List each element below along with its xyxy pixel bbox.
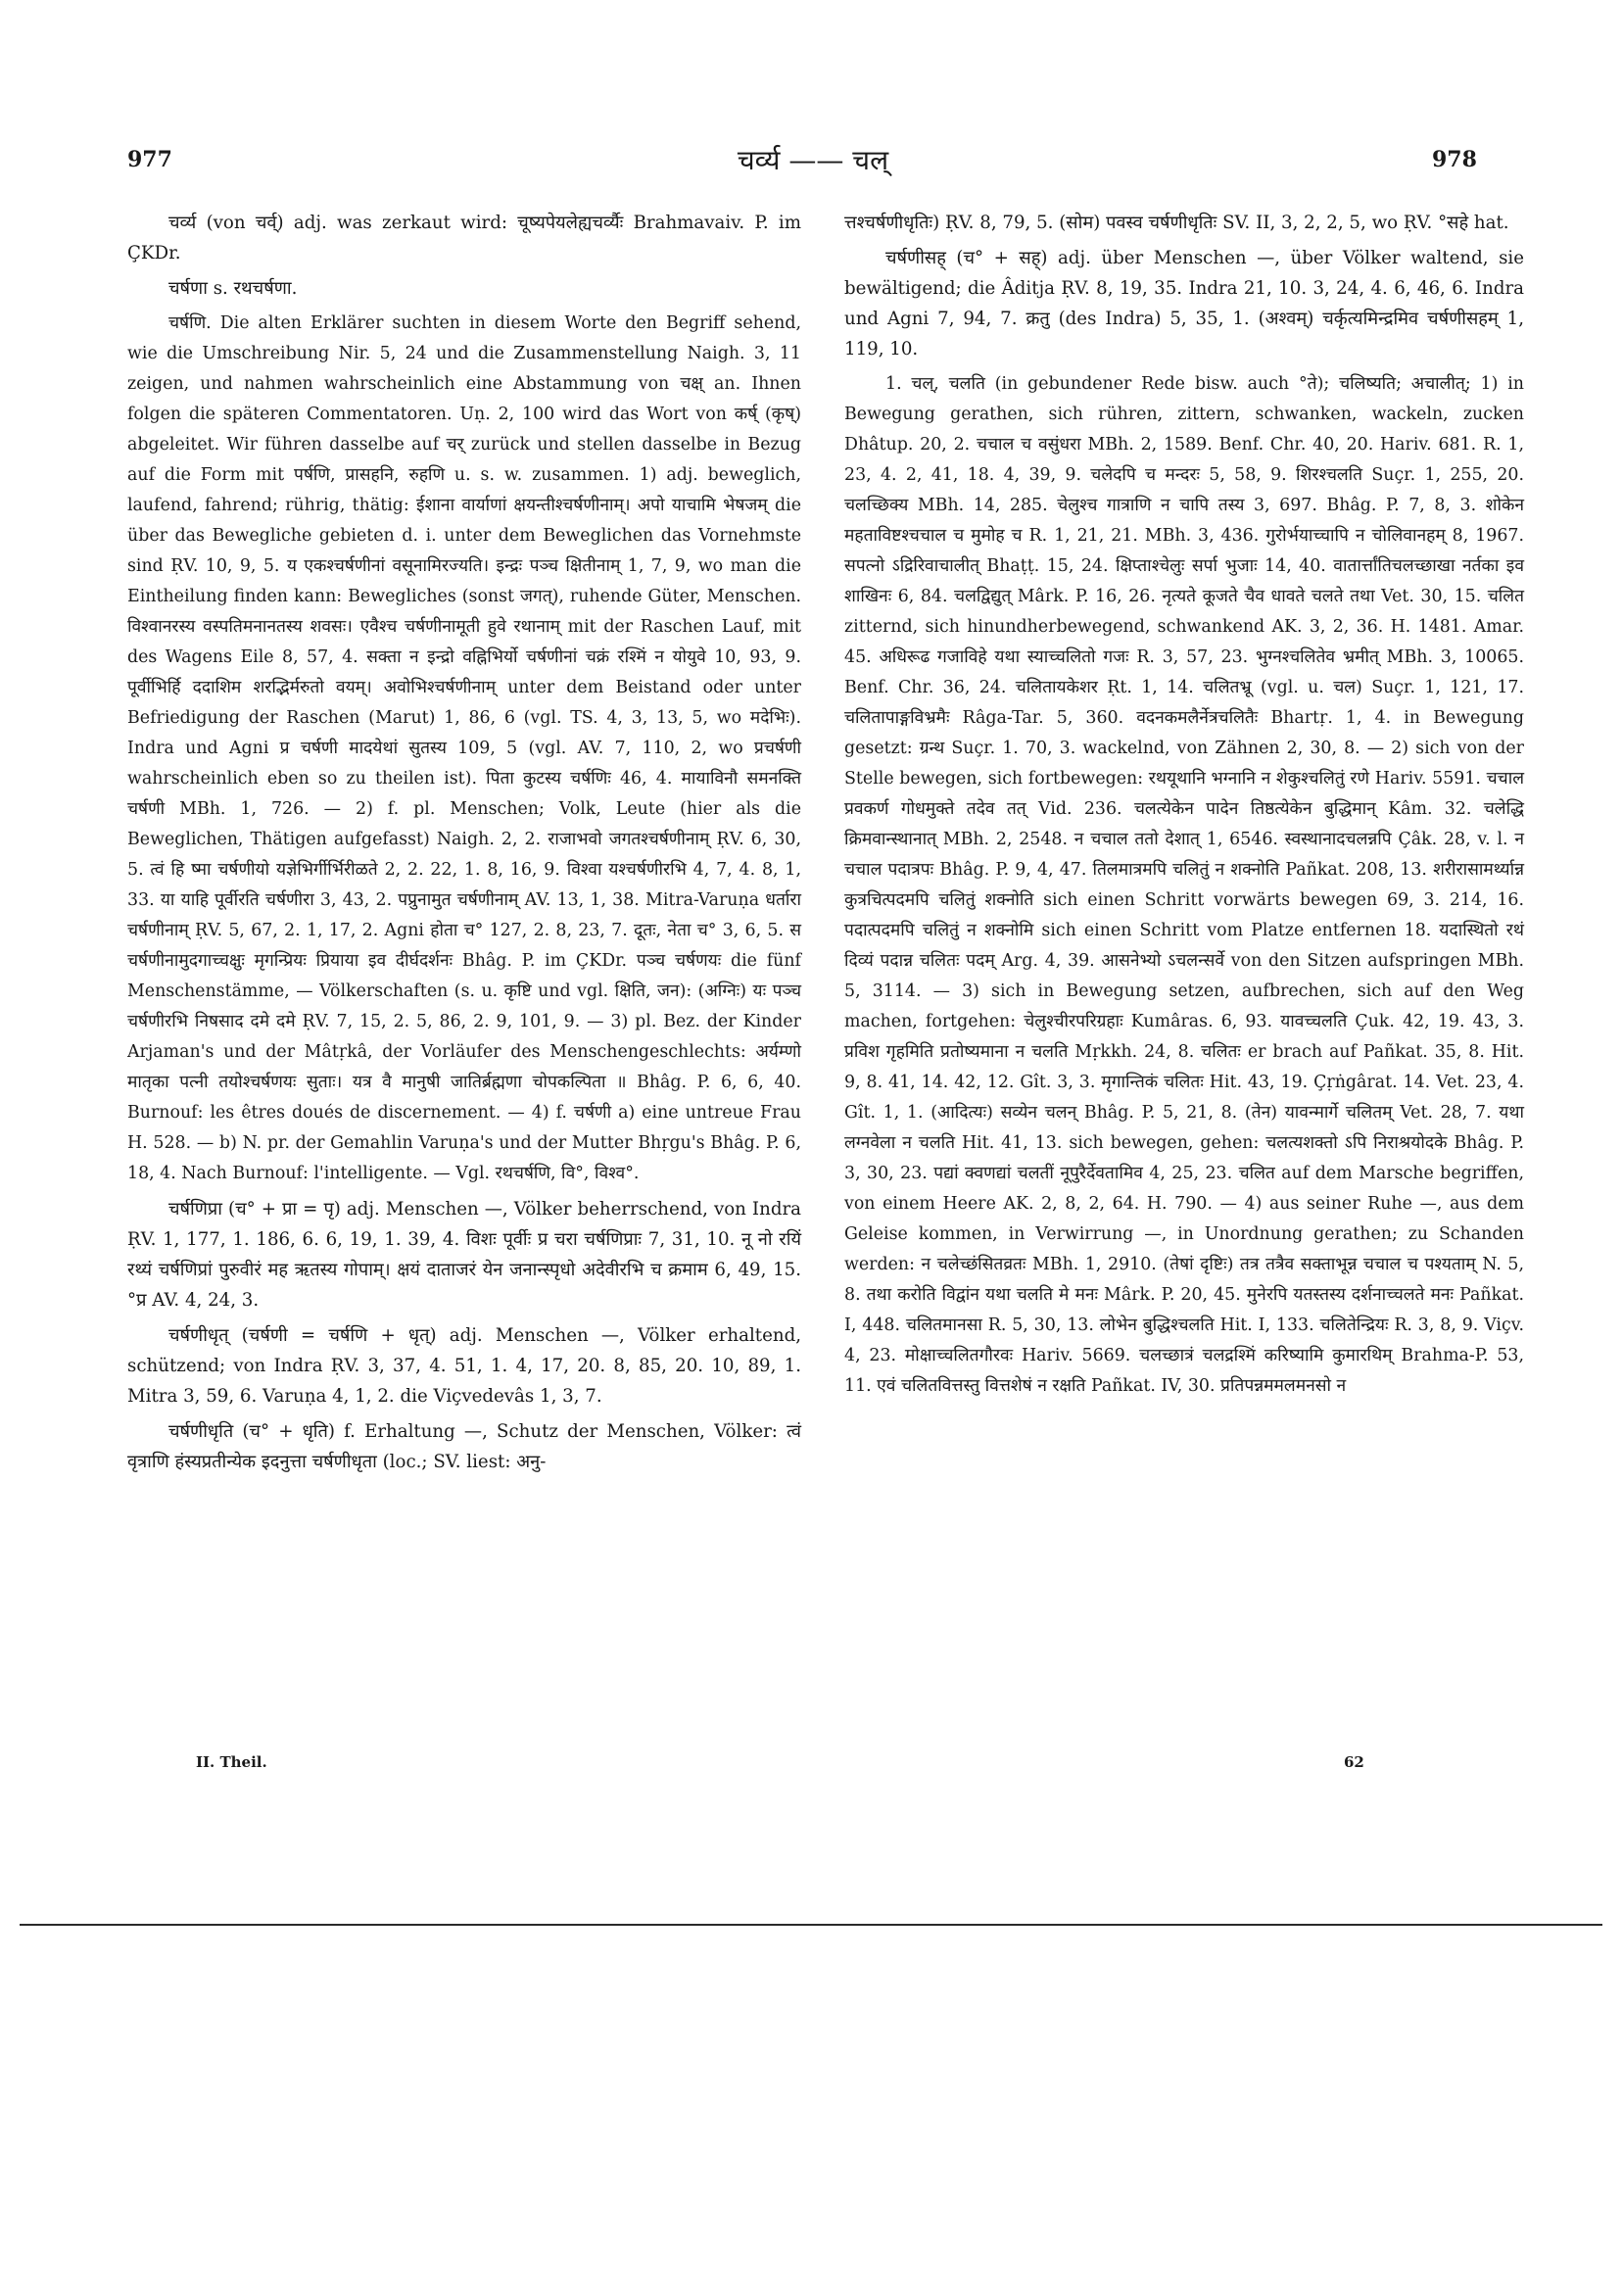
entry-carshanisah: चर्षणीसह् (च° + सह्) adj. über Menschen —, über Völker waltend, sie bewältigend; die Âditja ṚV. 8, 19, 35. Indra 21, 10. 3, 24, 4. 6, 46, 6. Indra und Agni 7, 94, 7. क्रतु (des Indra) 5, 35, 1. (अश्वम्) चर्कृत्यमिन्द्रमिव चर्षणीसहम् 1, 119, 10. (844, 248, 1524, 359)
left-column (127, 208, 801, 1477)
page-number-right: 978 (1432, 147, 1477, 172)
right-column (844, 208, 1524, 1402)
volume-label: II. Theil. (196, 1753, 267, 1771)
page-number-left: 977 (127, 147, 172, 172)
entry-continuation: त्तश्चर्षणीधृतिः) ṚV. 8, 79, 5. (सोम) पवस्व चर्षणीधृतिः SV. II, 3, 2, 2, 5, wo ṚV. °सहे hat. (844, 213, 1509, 233)
entry-carshana: चर्षणा s. रथचर्षणा. (168, 278, 298, 299)
entry-carshanidhrit: चर्षणीधृत् (चर्षणी = चर्षणि + धृत्) adj. Menschen —, Völker erhaltend, schützend; von Indra ṚV. 3, 37, 4. 51, 1. 4, 17, 20. 8, 85, 20. 10, 89, 1. Mitra 3, 59, 6. Varuṇa 4, 1, 2. die Viçvedevâs 1, 3, 7. (127, 1325, 801, 1407)
entry-carshanipra: चर्षणिप्रा (च° + प्रा = पृ) adj. Menschen —, Völker beherrschend, von Indra ṚV. 1, 177, 1. 186, 6. 6, 19, 1. 39, 4. विशः पूर्वीः प्र चरा चर्षणिप्राः 7, 31, 10. नू नो रयिं रथ्यं चर्षणिप्रां पुरुवीरं मह ऋतस्य गोपाम्। क्षयं दाताजरं येन जनान्स्पृधो अदेवीरभि च क्रमाम 6, 49, 15. °प्र AV. 4, 24, 3. (127, 1199, 801, 1311)
running-head: चर्व्य —— चल् (737, 144, 889, 176)
entry-carshani: चर्षणि. Die alten Erklärer suchten in diesem Worte den Begriff sehend, wie die Umschreibung Nir. 5, 24 und die Zusammenstellung Naigh. 3, 11 zeigen, und nahmen wahrscheinlich eine Abstammung von चक्ष् an. Ihnen folgen die späteren Commentatoren. Uṇ. 2, 100 wird das Wort von कर्ष् (कृष्) abgeleitet. Wir führen dasselbe auf चर् zurück und stellen dasselbe in Bezug auf die Form mit पर्षणि, प्रासहनि, रुहणि u. s. w. zusammen. 1) adj. beweglich, laufend, fahrend; rührig, thätig: ईशाना वार्याणां क्षयन्तीश्चर्षणीनाम्। अपो याचामि भेषजम् die über das Bewegliche gebieten d. i. unter dem Beweglichen das Vornehmste sind ṚV. 10, 9, 5. य एकश्चर्षणीनां वसूनामिरज्यति। इन्द्रः पञ्च क्षितीनाम् 1, 7, 9, wo man die Eintheilung finden kann: Bewegliches (sonst जगत्), ruhende Güter, Menschen. विश्वानरस्य वस्पतिमनानतस्य शवसः। एवैश्च चर्षणीनामूती हुवे रथानाम् mit der Raschen Lauf, mit des Wagens Eile 8, 57, 4. सक्ता न इन्द्रो वह्निभिर्यो चर्षणीनां चक्रं रश्मिं न योयुवे 10, 93, 9. पूर्वीभिर्हि ददाशिम शरद्भिर्मरुतो वयम्। अवोभिश्चर्षणीनाम् unter dem Beistand oder unter Befriedigung der Raschen (Marut) 1, 86, 6 (vgl. TS. 4, 3, 13, 5, wo मदेभिः). Indra und Agni प्र चर्षणी मादयेथां सुतस्य 109, 5 (vgl. AV. 7, 110, 2, wo प्रचर्षणी wahrscheinlich eben so zu theilen ist). पिता कुटस्य चर्षणिः 46, 4. मायाविनौ समनक्ति चर्षणी MBh. 1, 726. — 2) f. pl. Menschen; Volk, Leute (hier als die Beweglichen, Thätigen aufgefasst) Naigh. 2, 2. राजाभवो जगतश्चर्षणीनाम् ṚV. 6, 30, 5. त्वं हि ष्मा चर्षणीयो यज्ञेभिर्गीर्भिरीळते 2, 2. 22, 1. 8, 16, 9. विश्वा यश्चर्षणीरभि 4, 7, 4. 8, 1, 33. या याहि पूर्वीरति चर्षणीरा 3, 43, 2. पप्रुनामुत चर्षणीनाम् AV. 13, 1, 38. Mitra-Varuṇa धर्तारा चर्षणीनाम् ṚV. 5, 67, 2. 1, 17, 2. Agni होता च° 127, 2. 8, 23, 7. दूतः, नेता च° 3, 6, 5. स चर्षणीनामुदगाच्चक्षुः मृगन्प्रियः प्रियाया इव दीर्घदर्शनः Bhâg. P. im ÇKDr. पञ्च चर्षणयः die fünf Menschenstämme, — Völkerschaften (s. u. कृष्टि und vgl. क्षिति, जन): (अग्निः) यः पञ्च चर्षणीरभि निषसाद दमे दमे ṚV. 7, 15, 2. 5, 86, 2. 9, 101, 9. — 3) pl. Bez. der Kinder Arjaman's und der Mâtṛkâ, der Vorläufer des Menschengeschlechts: अर्यम्णो मातृका पत्नी तयोश्चर्षणयः सुताः। यत्र वै मानुषी जातिर्ब्रह्मणा चोपकल्पिता ॥ Bhâg. P. 6, 6, 40. Burnouf: les êtres doués de discernement. — 4) f. चर्षणी a) eine untreue Frau H. 528. — b) N. pr. der Gemahlin Varuṇa's und der Mutter Bhṛgu's Bhâg. P. 6, 18, 4. Nach Burnouf: l'intelligente. — Vgl. रथचर्षणि, वि°, विश्व°. (127, 313, 801, 1183)
entry-cal: 1. चल्, चलति (in gebundener Rede bisw. auch °ते); चलिष्यति; अचालीत्; 1) in Bewegung gerathen, sich rühren, zittern, schwanken, wackeln, zucken Dhâtup. 20, 2. चचाल च वसुंधरा MBh. 2, 1589. Benf. Chr. 40, 20. Hariv. 681. R. 1, 23, 4. 2, 41, 18. 4, 39, 9. चलेदपि च मन्दरः 5, 58, 9. शिरश्चलति Suçr. 1, 255, 20. चलच्छिक्य MBh. 14, 285. चेलुश्च गात्राणि न चापि तस्य 3, 697. Bhâg. P. 7, 8, 3. शोकेन महताविष्टश्चचाल च मुमोह च R. 1, 21, 21. MBh. 3, 436. गुरोर्भयाच्चापि न चोलिवानहम् 8, 1967. सपत्नो ऽद्रिरिवाचालीत् Bhaṭṭ. 15, 24. क्षिप्ताश्चेलुः सर्पा भुजाः 14, 40. वातार्त्तांतिचलच्छाखा नर्तका इव शाखिनः 6, 84. चलद्विद्युत् Mârk. P. 16, 26. नृत्यते कूजते चैव धावते चलते तथा Vet. 30, 15. चलित zitternd, sich hinundherbewegend, schwankend AK. 3, 2, 36. H. 1481. Amar. 45. अधिरूढ गजाविहे यथा स्याच्चलितो गजः R. 3, 57, 23. भुग्नश्चलितेव भ्रमीत् MBh. 3, 10065. Benf. Chr. 36, 24. चलितायकेशर Ṛt. 1, 14. चलितभ्रू (vgl. u. चल) Suçr. 1, 121, 17. चलितापाङ्गविभ्रमैः Râga-Tar. 5, 360. वदनकमलैर्नेत्रचलितैः Bhartṛ. 1, 4. in Bewegung gesetzt: ग्रन्थ Suçr. 1. 70, 3. wackelnd, von Zähnen 2, 30, 8. — 2) sich von der Stelle bewegen, sich fortbewegen: रथयूथानि भग्नानि न शेकुश्चलितुं रणे Hariv. 5591. चचाल प्रवकर्ण गोधमुक्ते तदेव तत् Vid. 236. चलत्येकेन पादेन तिष्ठत्येकेन बुद्धिमान् Kâm. 32. चलेद्धि क्रिमवान्स्थानात् MBh. 2, 2548. न चचाल ततो देशात् 1, 6546. स्वस्थानादचलन्नपि Çâk. 28, v. l. न चचाल पदात्रपः Bhâg. P. 9, 4, 47. तिलमात्रमपि चलितुं न शक्नोति Pañkat. 208, 13. शरीरासामर्थ्यान्न कुत्रचित्पदमपि चलितुं शक्नोति sich einen Schritt vorwärts bewegen 69, 3. 214, 16. पदात्पदमपि चलितुं न शक्नोमि sich einen Schritt vom Platze entfernen 18. यदास्थितो रथं दिव्यं पदान्न चलितः पदम् Arg. 4, 39. आसनेभ्यो ऽचलन्सर्वे von den Sitzen aufspringen MBh. 5, 3114. — 3) sich in Bewegung setzen, aufbrechen, sich auf den Weg machen, fortgehen: चेलुश्चीरपरिग्रहाः Kumâras. 6, 93. यावच्चलति Çuk. 42, 19. 43, 3. प्रविश गृहमिति प्रतोष्यमाना न चलति Mṛkkh. 24, 8. चलितः er brach auf Pañkat. 35, 8. Hit. 9, 8. 41, 14. 42, 12. Gît. 3, 3. मृगान्तिकं चलितः Hit. 43, 19. Çṛṅgârat. 14. Vet. 23, 4. Gît. 1, 1. (आदित्यः) सव्येन चलन् Bhâg. P. 5, 21, 8. (तेन) यावन्मार्गे चलितम् Vet. 28, 7. यथा लग्नवेला न चलति Hit. 41, 13. sich bewegen, gehen: चलत्यशक्तो ऽपि निराश्रयोदके Bhâg. P. 3, 30, 23. पद्यां क्वणद्यां चलतीं नूपुरैर्देवतामिव 4, 25, 23. चलित auf dem Marsche begriffen, von einem Heere AK. 2, 8, 2, 64. H. 790. — 4) aus seiner Ruhe —, aus dem Geleise kommen, in Verwirrung —, in Unordnung gerathen; zu Schanden werden: न चलेच्छंसितव्रतः MBh. 1, 2910. (तेषां दृष्टिः) तत्र तत्रैव सक्ताभून्न चचाल च पश्यताम् N. 5, 8. तथा करोति विद्वांन यथा चलति मे मनः Mârk. P. 20, 45. मुनेरपि यतस्तस्य दर्शनाच्चलते मनः Pañkat. I, 448. चलितमानसा R. 5, 30, 13. लोभेन बुद्धिश्चलति Hit. I, 133. चलितेन्द्रियः R. 3, 8, 9. Viçv. 4, 23. मोक्षाच्चलितगौरवः Hariv. 5669. चलच्छात्रं चलद्रश्मिं करिष्यामि कुमारथिम् Brahma-P. 53, 11. एवं चलितवित्तस्तु वित्तशेषं न रक्षति Pañkat. IV, 30. प्रतिपन्नममलमनसो न (844, 374, 1524, 1396)
bottom-rule (20, 1924, 1602, 1926)
entry-carshanidhriti: चर्षणीधृति (च° + धृति) f. Erhaltung —, Schutz der Menschen, Völker: त्वं वृत्राणि हंस्यप्रतीन्येक इदनुत्ता चर्षणीधृता (loc.; SV. liest: अनु- (127, 1421, 801, 1472)
entry-carvya: चर्व्य (von चर्व्) adj. was zerkaut wird: चूष्यपेयलेह्यचर्व्यैः Brahmavaiv. P. im ÇKDr. (127, 213, 801, 263)
signature-mark: 62 (1344, 1753, 1364, 1771)
